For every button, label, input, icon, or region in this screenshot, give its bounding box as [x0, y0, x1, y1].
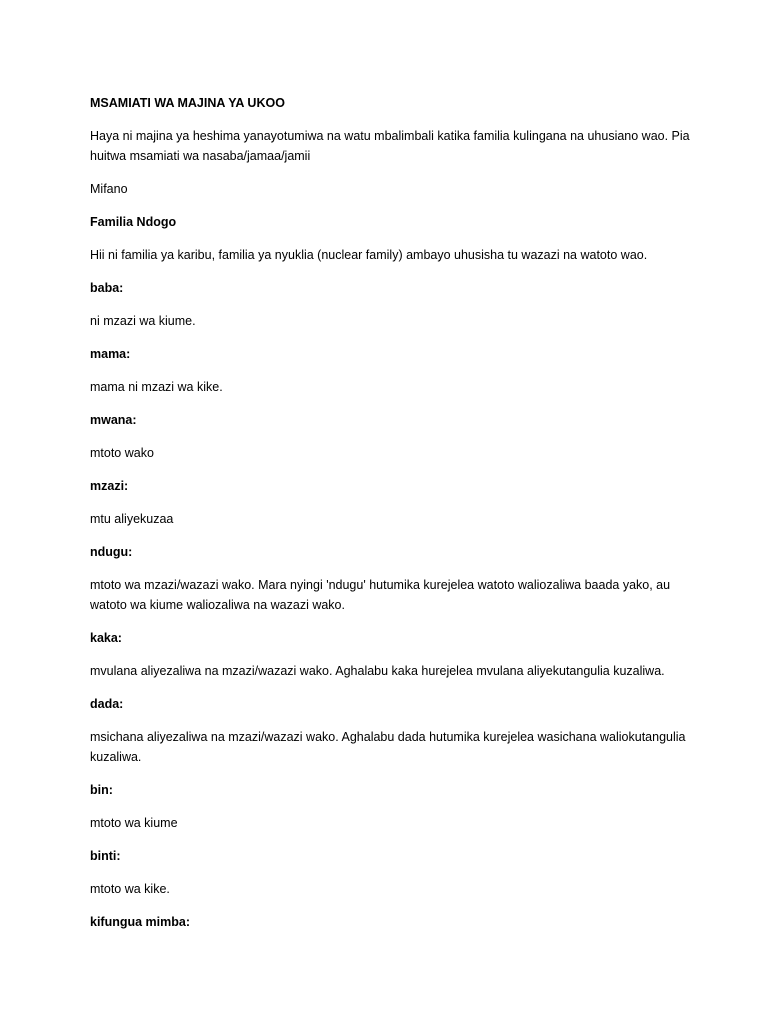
intro-paragraph: Haya ni majina ya heshima yanayotumiwa na watu mbalimbali katika familia kulingana na uhusiano wao. Pia huitwa msamiati wa nasaba/jamaa/jamii [90, 129, 690, 163]
section-heading: Familia Ndogo [90, 215, 177, 229]
examples-label: Mifano [90, 182, 128, 196]
term-mama: mama: [90, 347, 131, 361]
definition-mzazi: mtu aliyekuzaa [90, 512, 174, 526]
term-mzazi: mzazi: [90, 479, 129, 493]
document-title: MSAMIATI WA MAJINA YA UKOO [90, 96, 285, 110]
definition-mama: mama ni mzazi wa kike. [90, 380, 223, 394]
definition-kaka: mvulana aliyezaliwa na mzazi/wazazi wako. Aghalabu kaka hurejelea mvulana aliyekutangulia kuzaliwa. [90, 664, 665, 678]
definition-baba: ni mzazi wa kiume. [90, 314, 196, 328]
term-kifungua-mimba: kifungua mimba: [90, 915, 191, 929]
term-dada: dada: [90, 697, 124, 711]
term-binti: binti: [90, 849, 121, 863]
definition-binti: mtoto wa kike. [90, 882, 170, 896]
definition-dada: msichana aliyezaliwa na mzazi/wazazi wako. Aghalabu dada hutumika kurejelea wasichana waliokutangulia kuzaliwa. [90, 730, 686, 764]
definition-bin: mtoto wa kiume [90, 816, 178, 830]
document-page [90, 93, 690, 945]
section-description: Hii ni familia ya karibu, familia ya nyuklia (nuclear family) ambayo uhusisha tu wazazi na watoto wao. [90, 248, 648, 262]
term-baba: baba: [90, 281, 124, 295]
term-kaka: kaka: [90, 631, 122, 645]
definition-mwana: mtoto wako [90, 446, 154, 460]
term-bin: bin: [90, 783, 113, 797]
term-ndugu: ndugu: [90, 545, 133, 559]
term-mwana: mwana: [90, 413, 137, 427]
definition-ndugu: mtoto wa mzazi/wazazi wako. Mara nyingi 'ndugu' hutumika kurejelea watoto waliozaliwa baada yako, au watoto wa kiume waliozaliwa na wazazi wako. [90, 578, 671, 612]
